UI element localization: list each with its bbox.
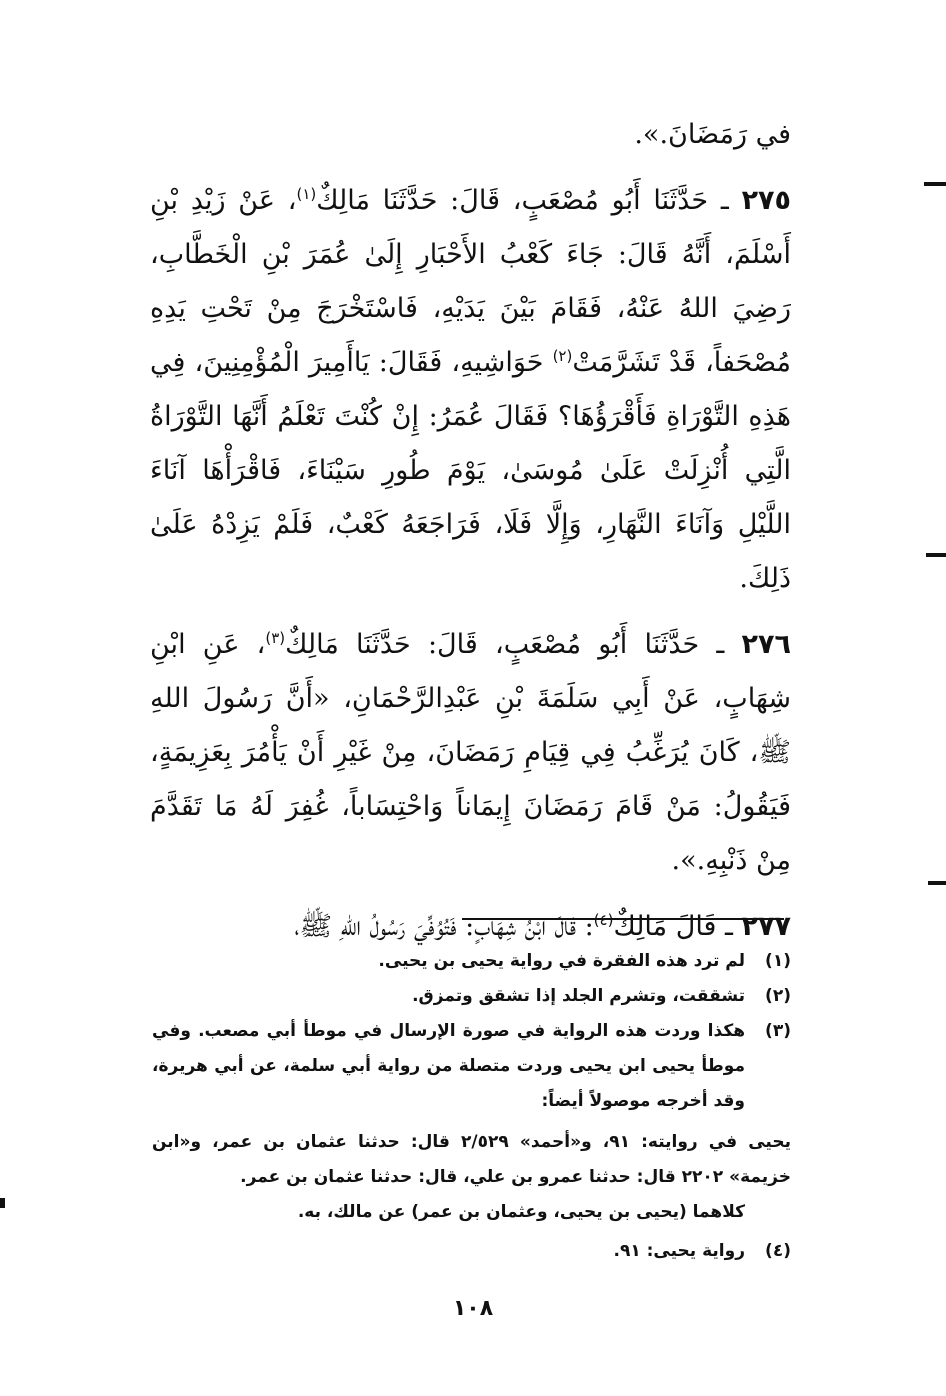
- paragraph-text: ـ حَدَّثَنَا أَبُو مُصْعَبٍ، قَالَ: حَدَّثَنَا مَالِكٌ: [285, 629, 742, 660]
- footnote-number: (١): [765, 951, 791, 971]
- footnote-text: هكذا وردت هذه الرواية في صورة الإرسال في موطأ أبي مصعب. وفي موطأ يحيى ابن يحيى وردت متصلة من رواية أبي سلمة، عن أبي هريرة، وقد أخرجه موصولاً أيضاً:: [152, 1021, 745, 1111]
- scan-edge-mark: [928, 881, 946, 885]
- paragraph-text: ـ حَدَّثَنَا أَبُو مُصْعَبٍ، قَالَ: حَدَّثَنَا مَالِكٌ: [316, 185, 742, 216]
- paragraph-text: حَوَاشِيهِ، فَقَالَ: يَاأَمِيرَ الْمُؤْمِنِينَ، فِي هَذِهِ التَّوْرَاةِ فَأَقْرَؤُهَا؟ فَقَالَ عُمَرُ: إِنْ كُنْتَ تَعْلَمُ أَنَّهَا التَّوْرَاةُ الَّتِي أُنْزِلَتْ عَلَىٰ مُوسَىٰ، يَوْمَ طُورِ سَيْنَاءَ، فَاقْرَأْهَا آنَاءَ اللَّيْلِ وَآنَاءَ النَّهَارِ، وَإِلَّا فَلَا، فَرَاجَعَهُ كَعْبٌ، فَلَمْ يَزِدْهُ عَلَىٰ ذَلِكَ.: [150, 347, 791, 594]
- footnote-4: [152, 1234, 791, 1269]
- hadith-number: ٢٧٧: [741, 911, 791, 942]
- scan-edge-mark: [924, 182, 946, 186]
- footnote-ref-2[interactable]: (٢): [552, 347, 573, 365]
- footnote-ref-4[interactable]: (٤): [593, 911, 614, 929]
- footnote-number: (٤): [765, 1241, 791, 1261]
- footnote-ref-3[interactable]: (٣): [265, 629, 286, 647]
- footnote-3: [152, 1014, 791, 1119]
- scan-edge-mark: [926, 553, 946, 557]
- intro-line: في رَمَضَانَ.».: [634, 119, 791, 150]
- footnote-2: [152, 979, 791, 1014]
- paragraph-text: ـ قَالَ مَالِكٌ: [613, 911, 742, 942]
- main-text: [150, 108, 791, 954]
- footnote-separator: [462, 918, 784, 920]
- scan-edge-mark: [0, 1198, 5, 1208]
- footnote-number: (٣): [765, 1021, 791, 1041]
- footnote-text: رواية يحيى: ٩١.: [613, 1241, 745, 1261]
- hadith-number: ٢٧٥: [741, 185, 792, 216]
- footnote-number: (٢): [765, 986, 791, 1006]
- paragraph-text: ، عَنِ ابْنِ شِهَابٍ، عَنْ أَبِي سَلَمَةَ بْنِ عَبْدِالرَّحْمَانِ، «أَنَّ رَسُولَ اللهِ ﷺ، كَانَ يُرَغِّبُ فِي قِيَامِ رَمَضَانَ، مِنْ غَيْرِ أَنْ يَأْمُرَ بِعَزِيمَةٍ، فَيَقُولُ: مَنْ قَامَ رَمَضَانَ إِيمَاناً وَاحْتِسَاباً، غُفِرَ لَهُ مَا تَقَدَّمَ مِنْ ذَنْبِهِ.».: [150, 629, 791, 876]
- footnote-3-summary: كلاهما (يحيى بن يحيى، وعثمان بن عمر) عن مالك، به.: [297, 1202, 745, 1222]
- paragraph-text: ، عَنْ زَيْدِ بْنِ أَسْلَمَ، أَنَّهُ قَالَ: جَاءَ كَعْبُ الأَحْبَارِ إِلَىٰ عُمَرَ بْنِ الْخَطَّابِ، رَضِيَ اللهُ عَنْهُ، فَقَامَ بَيْنَ يَدَيْهِ، فَاسْتَخْرَجَ مِنْ تَحْتِ يَدِهِ مُصْحَفاً، قَدْ تَشَرَّمَتْ: [150, 185, 791, 378]
- footnote-3-sources: يحيى في روايته: ٩١، و«أحمد» ٢/٥٢٩ قال: حدثنا عثمان بن عمر، و«ابن خزيمة» ٢٢٠٢ قال: حدثنا عمرو بن علي، قال: حدثنا عثمان بن عمر.: [152, 1132, 791, 1187]
- paragraph-276: [150, 618, 791, 888]
- footnote-text: لم ترد هذه الفقرة في رواية يحيى بن يحيى.: [378, 951, 745, 971]
- footnote-1: [152, 944, 791, 979]
- footnotes: [152, 944, 791, 1269]
- paragraph-text: : قَالَ ابْنُ شِهَابٍ: فَتُوُفِّيَ رَسُولُ اللهِ ﷺ،: [294, 911, 594, 942]
- hadith-number: ٢٧٦: [741, 629, 791, 660]
- footnote-ref-1[interactable]: (١): [296, 185, 317, 203]
- page-number: ١٠٨: [452, 1296, 494, 1321]
- paragraph-275: [150, 174, 791, 606]
- footnote-text: تشققت، وتشرم الجلد إذا تشقق وتمزق.: [412, 986, 745, 1006]
